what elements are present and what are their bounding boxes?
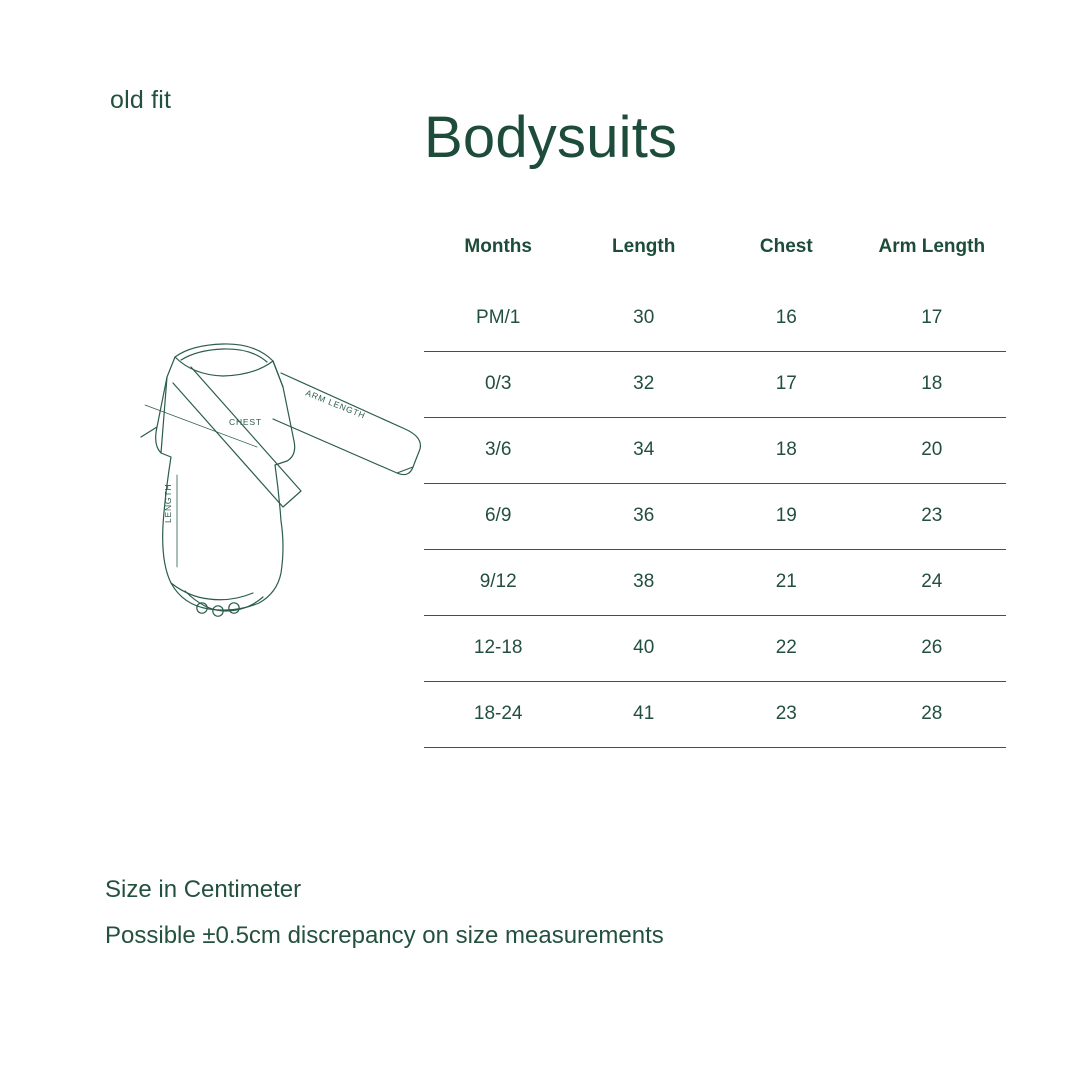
cell-chest: 22 — [715, 615, 858, 681]
bodysuit-diagram — [105, 315, 425, 635]
table-row — [424, 286, 1006, 352]
table-row — [424, 549, 1006, 615]
table-row — [424, 351, 1006, 417]
cell-months: PM/1 — [424, 286, 572, 352]
cell-months: 3/6 — [424, 417, 572, 483]
cell-chest: 16 — [715, 286, 858, 352]
table-row — [424, 483, 1006, 549]
fit-label: old fit — [110, 86, 172, 114]
cell-months: 18-24 — [424, 681, 572, 747]
cell-chest: 21 — [715, 549, 858, 615]
footnotes — [105, 878, 905, 970]
cell-arm-length: 23 — [858, 483, 1006, 549]
cell-chest: 19 — [715, 483, 858, 549]
column-header-length: Length — [612, 236, 676, 257]
size-table-container — [424, 228, 1006, 748]
cell-length: 34 — [572, 417, 715, 483]
cell-months: 12-18 — [424, 615, 572, 681]
table-row — [424, 615, 1006, 681]
cell-months: 0/3 — [424, 351, 572, 417]
column-header-months: Months — [464, 236, 532, 257]
chest-measure-label: CHEST — [229, 417, 262, 427]
arm-length-measure-label: ARM LENGTH — [304, 387, 368, 421]
cell-chest: 18 — [715, 417, 858, 483]
cell-chest: 23 — [715, 681, 858, 747]
cell-arm-length: 24 — [858, 549, 1006, 615]
cell-length: 41 — [572, 681, 715, 747]
cell-length: 32 — [572, 351, 715, 417]
note-discrepancy: Possible ±0.5cm discrepancy on size measurements — [105, 922, 664, 949]
note-units: Size in Centimeter — [105, 876, 302, 903]
table-row — [424, 417, 1006, 483]
size-table — [424, 228, 1006, 748]
cell-arm-length: 28 — [858, 681, 1006, 747]
cell-length: 38 — [572, 549, 715, 615]
table-row — [424, 681, 1006, 747]
cell-months: 6/9 — [424, 483, 572, 549]
cell-length: 30 — [572, 286, 715, 352]
cell-arm-length: 26 — [858, 615, 1006, 681]
table-header-row — [424, 228, 1006, 286]
cell-chest: 17 — [715, 351, 858, 417]
page-title: Bodysuits — [424, 105, 678, 170]
column-header-chest: Chest — [759, 236, 813, 257]
cell-length: 36 — [572, 483, 715, 549]
cell-arm-length: 18 — [858, 351, 1006, 417]
cell-arm-length: 20 — [858, 417, 1006, 483]
cell-arm-length: 17 — [858, 286, 1006, 352]
cell-length: 40 — [572, 615, 715, 681]
length-measure-label: LENGTH — [163, 483, 173, 523]
cell-months: 9/12 — [424, 549, 572, 615]
column-header-arm-length: Arm Length — [878, 236, 986, 257]
